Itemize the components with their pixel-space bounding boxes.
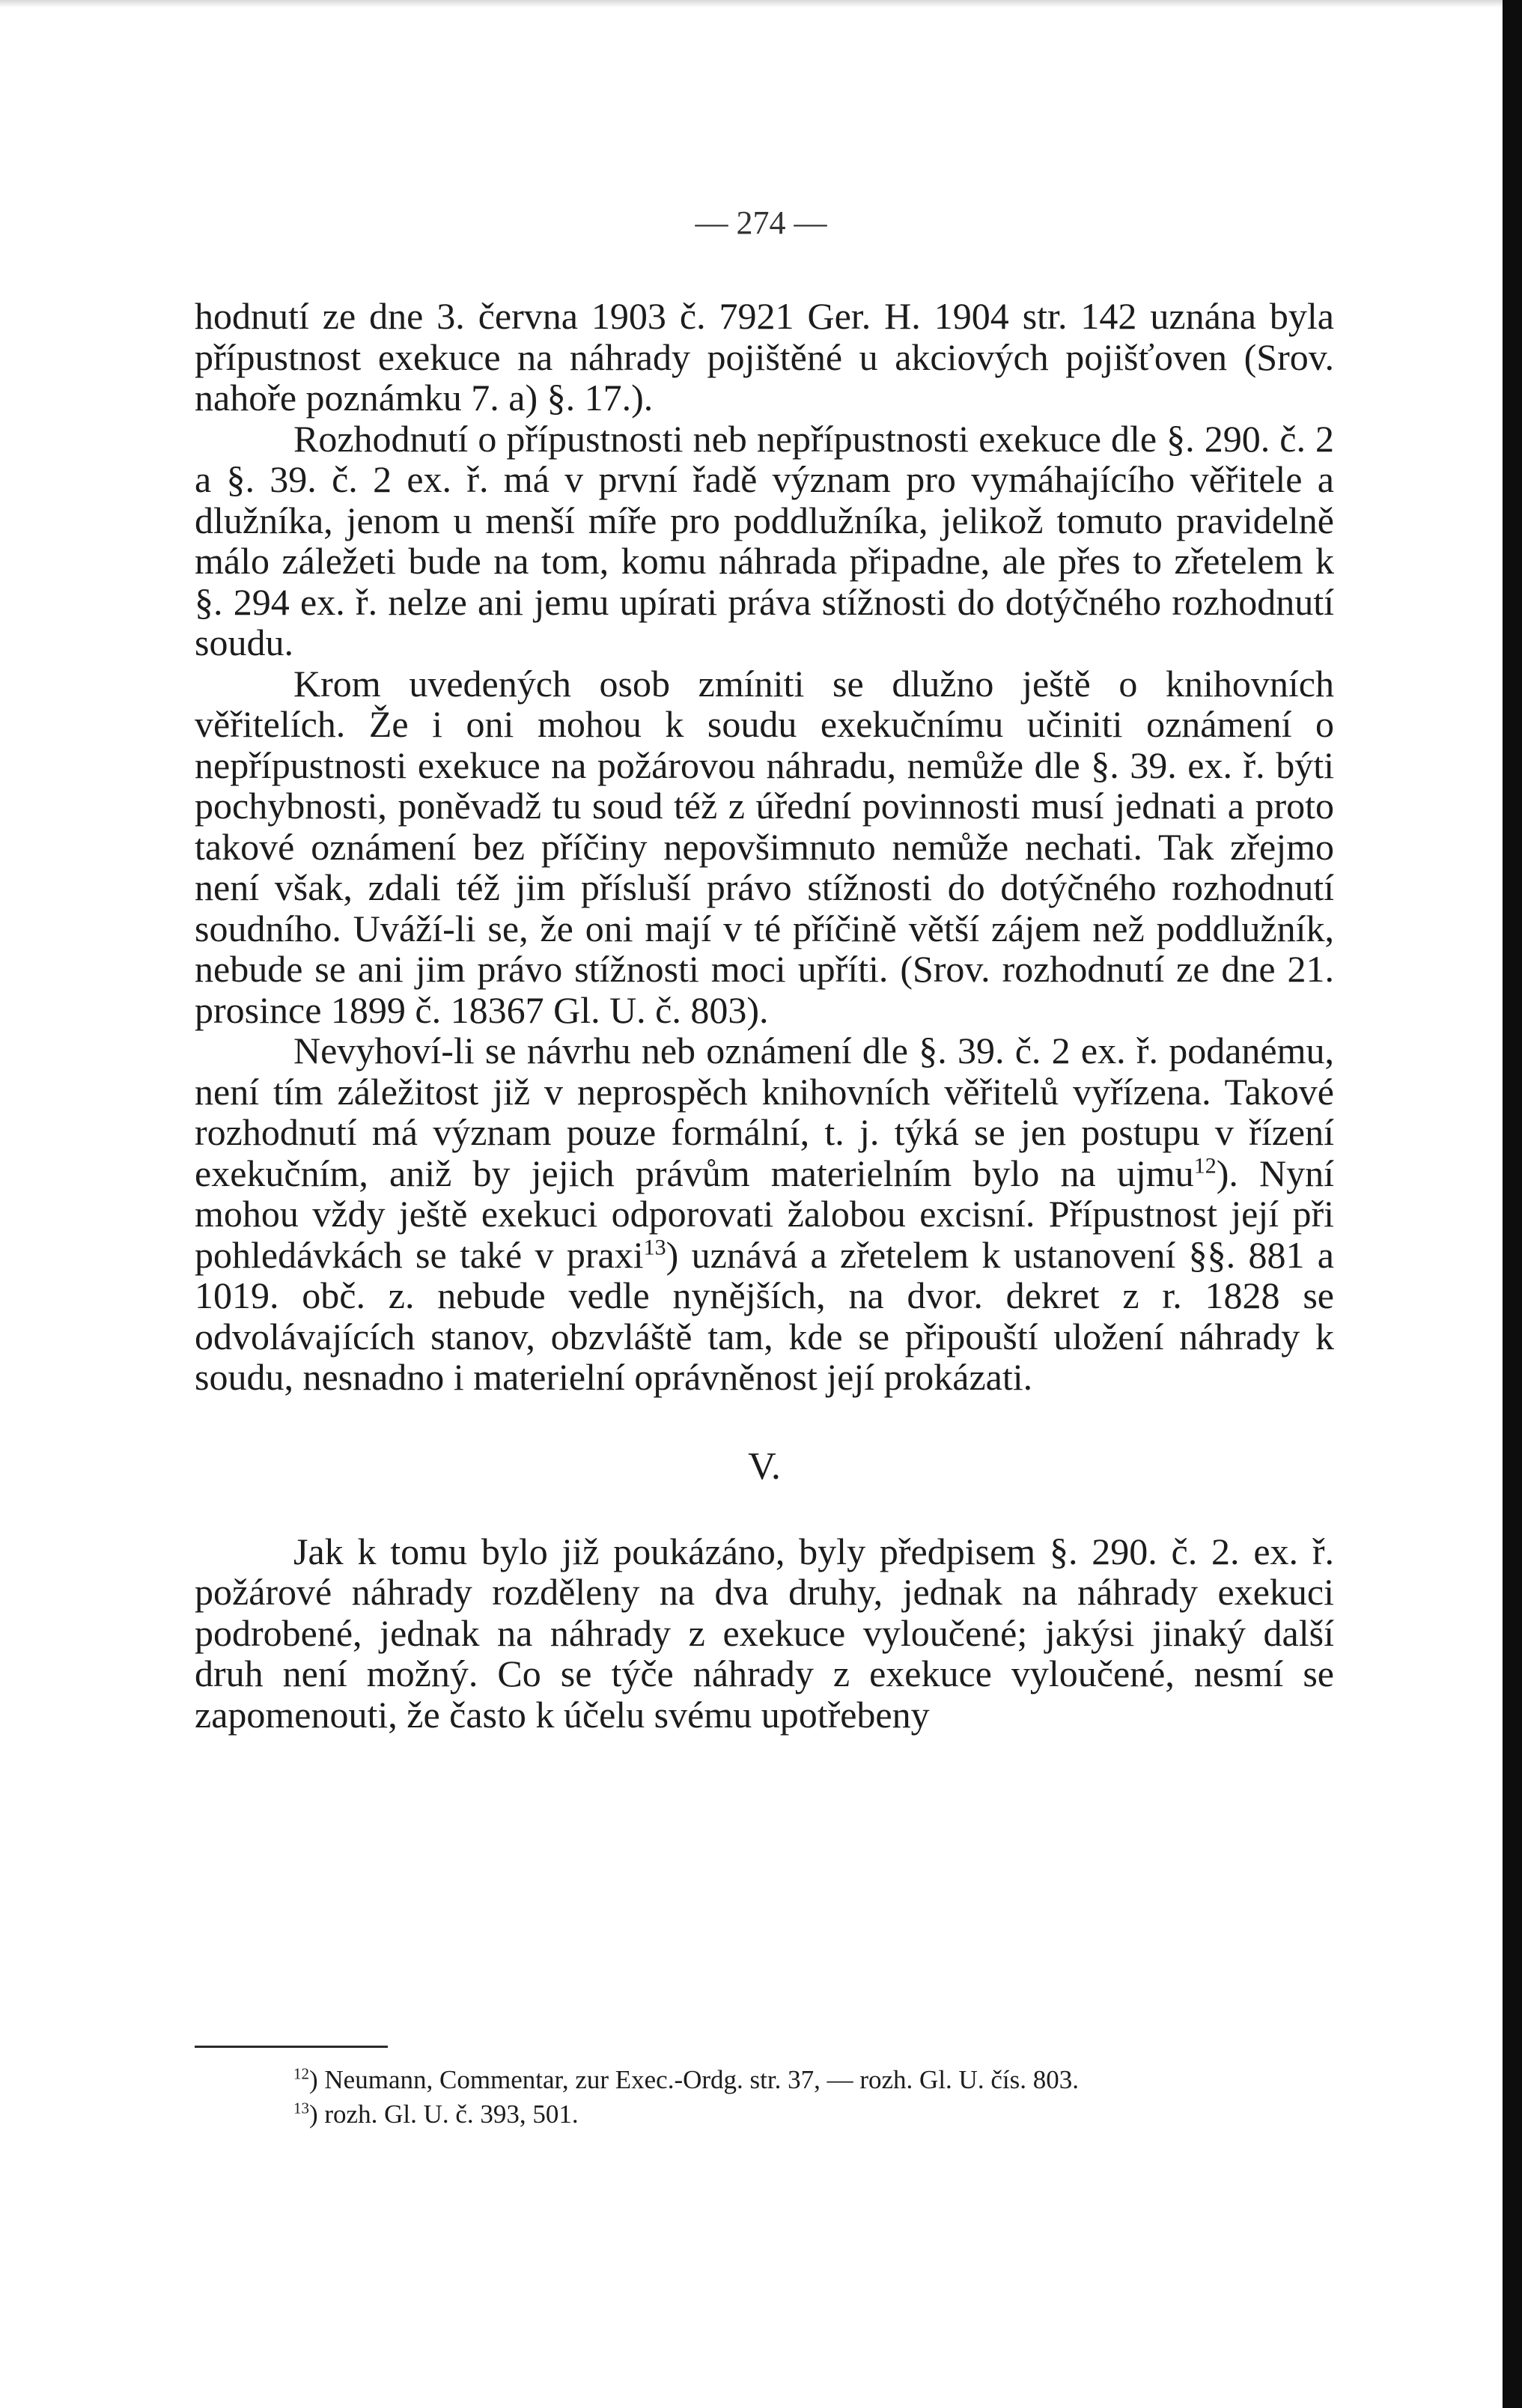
- footnote-ref-12: 12: [1193, 1152, 1217, 1178]
- footnote-13: [195, 2097, 1334, 2132]
- paragraph-1: hodnutí ze dne 3. června 1903 č. 7921 Ger. H. 1904 str. 142 uznána byla přípustnost exekuce na náhrady pojištěné u akciových pojišťoven (Srov. nahoře poznámku 7. a) §. 17.).: [195, 295, 1334, 419]
- section-heading: V.: [748, 1444, 781, 1488]
- paragraph-2: Rozhodnutí o přípustnosti neb nepřípustnosti exekuce dle §. 290. č. 2 a §. 39. č. 2 ex. ř. má v první řadě význam pro vymáhajícího věřitele a dlužníka, jenom u menší míře pro poddlužníka, jelikož tomuto pravidelně málo záležeti bude na tom, komu náhrada připadne, ale přes to zřetelem k §. 294 ex. ř. nelze ani jemu upírati práva stížnosti do dotýčného rozhodnutí soudu.: [195, 417, 1334, 663]
- paragraph-4-part-b: ). Nyní mohou vždy ještě exekuci odporovati žalobou excisní. Přípustnost její při pohledávkách se také v praxi: [195, 1152, 1335, 1276]
- paragraph-4-part-a: Nevyhoví-li se návrhu neb oznámení dle §. 39. č. 2 ex. ř. podanému, není tím záležitost již v neprospěch knihovních věřitelů vyřízena. Takové rozhodnutí má význam pouze formální, t. j. týká se jen postupu v řízení exekučním, aniž by jejich právům materielním bylo na ujmu: [195, 1030, 1334, 1194]
- page-number: — 274 —: [695, 204, 827, 241]
- paragraph-4: [195, 1030, 1334, 1398]
- footnote-ref-13: 13: [643, 1234, 666, 1259]
- footnote-mark-13: 13: [293, 2099, 309, 2117]
- paragraph-5: Jak k tomu bylo již poukázáno, byly předpisem §. 290. č. 2. ex. ř. požárové náhrady rozděleny na dva druhy, jednak na náhrady exekuci podrobené, jednak na náhrady z exekuce vyloučené; jakýsi jinaký další druh není možný. Co se týče náhrady z exekuce vyloučené, nesmí se zapomenouti, že často k účelu svému upotřebeny: [195, 1530, 1334, 1736]
- paragraph-3: Krom uvedených osob zmíniti se dlužno ještě o knihovních věřitelích. Že i oni mohou k soudu exekučnímu učiniti oznámení o nepřípustnosti exekuce na požárovou náhradu, nemůže dle §. 39. ex. ř. býti pochybnosti, poněvadž tu soud též z úřední povinnosti musí jednati a proto takové oznámení bez příčiny nepovšimnuto nemůže nechati. Tak zřejmo není však, zdali též jim přísluší právo stížnosti do dotýčného rozhodnutí soudního. Uváží-li se, že oni mají v té příčině větší zájem než poddlužník, nebude se ani jim právo stížnosti moci upříti. (Srov. rozhodnutí ze dne 21. prosince 1899 č. 18367 Gl. U. č. 803).: [195, 662, 1334, 1031]
- footnote-text-13: ) rozh. Gl. U. č. 393, 501.: [309, 2100, 579, 2129]
- footnote-text-12: ) Neumann, Commentar, zur Exec.-Ordg. str. 37, — rozh. Gl. U. čís. 803.: [309, 2065, 1079, 2094]
- footnotes: [195, 2063, 1334, 2132]
- body-text: [195, 296, 1334, 1735]
- scan-edge-top: [0, 0, 1522, 7]
- footnote-divider: [195, 2046, 388, 2048]
- footnote-12: [195, 2063, 1334, 2097]
- footnote-mark-12: 12: [293, 2064, 309, 2083]
- paragraph-4-part-c: ) uznává a zřetelem k ustanovení §§. 881 a 1019. obč. z. nebude vedle nynějších, na dvor. dekret z r. 1828 se odvolávajících stanov, obzvláště tam, kde se připouští uložení náhrady k soudu, nesnadno i materielní oprávněnost její prokázati.: [195, 1233, 1334, 1398]
- scan-edge-right: [1503, 0, 1522, 2408]
